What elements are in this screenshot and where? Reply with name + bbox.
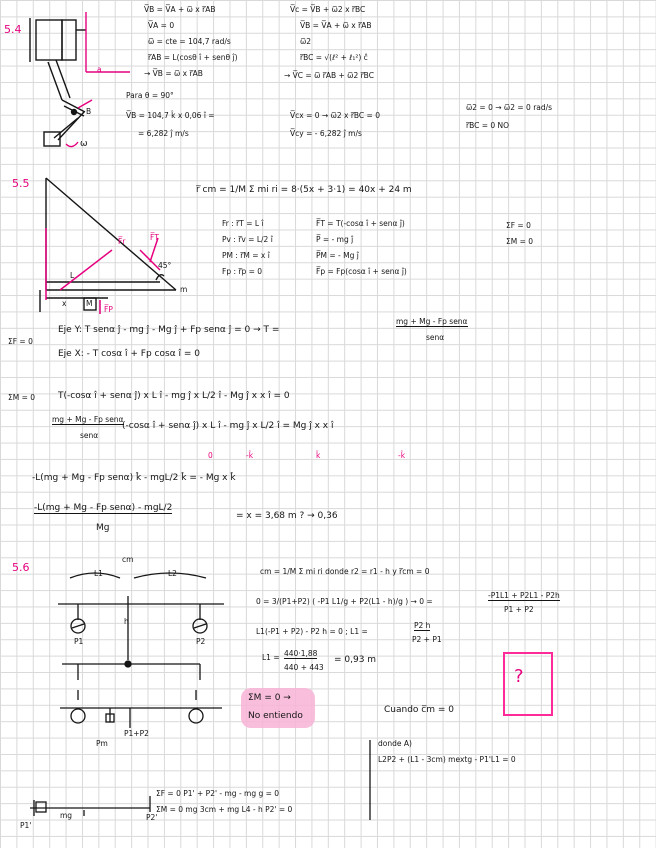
s54-c2-6: V̅cy = - 6,282 ĵ m/s — [290, 129, 362, 138]
s54-c2-0: V̅c = V̅B + ω̅2 x r̅BC — [290, 5, 366, 14]
s54-c2-4: → V̅C = ω̅ r̅AB + ω̅2 r̅BC — [284, 71, 374, 80]
s56-donde: donde A) — [378, 739, 412, 748]
s55-fl-2: PM : r̅M = x î — [222, 251, 270, 260]
s56-eq3-res: = 0,93 m — [334, 655, 377, 665]
s55-fr-1: P̅ = - mg ĵ — [316, 235, 354, 244]
fig-label-p12: P1+P2 — [124, 729, 149, 738]
fig-label-a: a — [97, 65, 102, 74]
s56-eq3-den: 440 + 443 — [284, 663, 324, 672]
s55-eq-y: Eje Y: T senα ĵ - mg ĵ - Mg ĵ + Fp senα ĵ = 0 → T = — [58, 325, 280, 335]
fig-label-h: h — [124, 617, 129, 626]
s54-c1-4: → V̅B = ω̅ x r̅AB — [144, 69, 203, 78]
fig-label-x: x — [62, 299, 67, 308]
s55-fr-3: F̅p = Fp(cosα î + senα ĵ) — [316, 267, 407, 276]
s55-cm: r̅ cm = 1/M Σ mi ri = 8·(5x + 3·1) = 40x + 24 m — [196, 185, 412, 195]
s56-bottom-0: ΣF = 0 P1' + P2' - mg - mg g = 0 — [156, 789, 280, 798]
s56-hl-1: No entiendo — [248, 711, 303, 721]
s55-fl-3: Fp : r̅p = 0 — [222, 267, 263, 276]
s56-eq1-num: -P1L1 + P2L1 - P2h — [488, 591, 560, 600]
s54-c1-5: Para θ = 90° — [126, 91, 174, 100]
s55-under-2: k̂ — [316, 451, 321, 460]
fig-label-p1p: P1' — [20, 821, 32, 830]
s54-c1-2: ω̅ = cte = 104,7 rad/s — [148, 37, 231, 46]
s55-fl-0: Fr : r̅T = L î — [222, 219, 264, 228]
fig-label-p2: P2 — [196, 637, 206, 646]
s55-sm0: ΣM = 0 — [8, 393, 36, 402]
s55-mom4-res: = x = 3,68 m ? → 0,36 — [236, 511, 338, 521]
s55-mom3: -L(mg + Mg - Fp senα) k̂ - mgL/2 k̂ = - Mg x k̂ — [32, 473, 236, 483]
fig-label-p1: P1 — [74, 637, 84, 646]
question-box — [504, 653, 552, 715]
s56-bottom-1: ΣM = 0 mg 3cm + mg L4 - h P2' = 0 — [156, 805, 293, 814]
s56-eq2-den: P2 + P1 — [412, 635, 442, 644]
s54-c2-3: r̅BC = √(ℓ² + ℓ₁²) ĉ — [300, 53, 368, 62]
s55-mom1: T(-cosα î + senα ĵ) x L î - mg ĵ x L/2 î - Mg ĵ x x î = 0 — [58, 391, 290, 401]
fig-label-angle: 45° — [158, 261, 172, 270]
s56-eq1: 0 = 3/(P1+P2) ( -P1 L1/g + P2(L1 - h)/g ) → 0 = — [256, 597, 433, 606]
fig-label-l1: L1 — [94, 569, 103, 578]
fig-label-fp: F̅P — [104, 305, 113, 314]
s55-mom4-num: -L(mg + Mg - Fp senα) - mgL/2 — [34, 503, 173, 513]
fig-label-L: L — [70, 271, 75, 280]
s55-eq-x: Eje X: - T cosα î + Fp cosα î = 0 — [58, 349, 200, 359]
section-label-5-6: 5.6 — [12, 561, 30, 574]
s54-c1-1: V̅A = 0 — [148, 21, 175, 30]
s56-cuando: Cuando c̅m = 0 — [384, 705, 454, 715]
s55-mom2-den: senα — [80, 431, 99, 440]
s54-c1-0: V̅B = V̅A + ω̅ x r̅AB — [144, 5, 216, 14]
beam-figure-5-6 — [30, 573, 370, 820]
s55-sum-0: ΣF = 0 — [506, 221, 531, 230]
s55-fl-1: Pv : r̅v = L/2 î — [222, 235, 273, 244]
s54-c1-6: V̅B = 104,7 k̂ x 0,06 î = — [126, 111, 215, 120]
s54-c2-5: V̅cx = 0 → ω̅2 x r̅BC = 0 — [290, 111, 380, 120]
s56-cm: cm = 1/M Σ mi ri donde r2 = r1 - h y r̅cm = 0 — [260, 567, 430, 576]
s54-c1-7: = 6,282 ĵ m/s — [138, 129, 189, 138]
section-label-5-5: 5.5 — [12, 177, 30, 190]
s55-eq-y-den: senα — [426, 333, 445, 342]
s55-eq-y-num: mg + Mg - Fp senα — [396, 317, 468, 326]
fig-label-l2: L2 — [168, 569, 177, 578]
fig-label-pm: Pm — [96, 739, 108, 748]
fig-label-cm: cm — [122, 555, 134, 564]
mechanism-figure-5-4 — [30, 18, 86, 146]
s54-c2-2: ω̅2 — [300, 37, 312, 46]
s55-fr-2: P̅M = - Mg ĵ — [316, 251, 359, 260]
fig-label-fr: F̅r — [118, 237, 126, 246]
s55-under-1: -k̂ — [246, 451, 254, 460]
s56-eq3-num: 440·1,88 — [284, 649, 318, 658]
fig-label-ft: F̅T — [150, 233, 159, 242]
s56-hl-0: ΣM = 0 → — [248, 693, 291, 703]
s55-under-0: 0 — [208, 451, 213, 460]
s56-qmark: ? — [514, 666, 524, 687]
s55-mom2: (-cosα î + senα ĵ) x L î - mg ĵ x L/2 î = Mg ĵ x x î — [122, 421, 334, 431]
s56-eq3-l1: L1 = — [262, 653, 280, 662]
s56-eq2-num: P2 h — [414, 621, 431, 630]
fig-label-b: B — [86, 107, 92, 116]
s56-eq2: L1(-P1 + P2) - P2 h = 0 ; L1 = — [256, 627, 368, 636]
s55-mom2-num: mg + Mg - Fp senα — [52, 415, 124, 424]
fig-label-m: m — [180, 285, 188, 294]
s54-c2-1: V̅B = V̅A + ω̅ x r̅AB — [300, 21, 372, 30]
fig-label-omega: ω — [80, 139, 88, 149]
fig-label-mg: mg — [60, 811, 73, 820]
section-label-5-4: 5.4 — [4, 23, 22, 36]
s55-mom4-den: Mg — [96, 523, 110, 533]
s55-fr-0: F̅T = T(-cosα î + senα ĵ) — [316, 219, 405, 228]
s54-branch-1: r̅BC = 0 NO — [466, 121, 510, 130]
s55-sum-1: ΣM = 0 — [506, 237, 534, 246]
s54-c1-3: r̅AB = L(cosθ î + senθ ĵ) — [148, 53, 238, 62]
s56-donde-eq: L2P2 + (L1 - 3cm) mextg - P1'L1 = 0 — [378, 755, 516, 764]
s56-eq1-den: P1 + P2 — [504, 605, 534, 614]
fig-label-M: M — [86, 299, 93, 308]
s54-branch-0: ω̅2 = 0 → ω̅2 = 0 rad/s — [466, 103, 553, 112]
fig-label-p2p: P2' — [146, 813, 158, 822]
s55-ef0: ΣF = 0 — [8, 337, 33, 346]
s55-under-3: -k̂ — [398, 451, 406, 460]
